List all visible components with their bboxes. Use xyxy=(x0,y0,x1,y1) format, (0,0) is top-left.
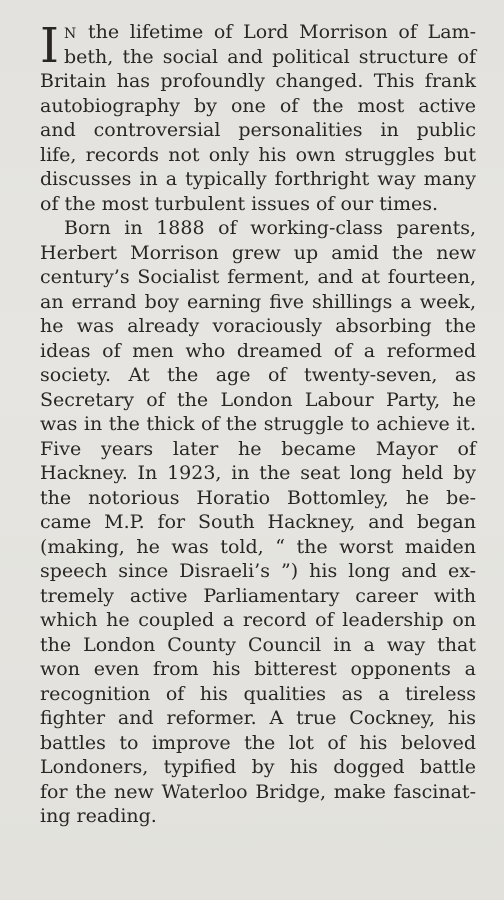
paragraph-2-line: speech since Disraeli’s ”) his long and ex- xyxy=(40,560,476,582)
paragraph-2-line: Born in 1888 of working-class parents, xyxy=(64,217,476,239)
drop-cap: I xyxy=(40,18,59,74)
small-caps-n: N xyxy=(64,26,78,42)
paragraph-2-line: the notorious Horatio Bottomley, he be- xyxy=(40,486,476,509)
paragraph-2-line: Five years later he became Mayor of xyxy=(40,437,476,460)
paragraph-2-line: (making, he was told, “ the worst maiden xyxy=(40,535,476,558)
paragraph-2-line: ideas of men who dreamed of a reformed xyxy=(40,339,476,362)
paragraph-2-line: fighter and reformer. A true Cockney, his xyxy=(40,707,476,729)
paragraph-2-line: he was already voraciously absorbing the xyxy=(40,315,476,337)
paragraph-2-line: came M.P. for South Hackney, and began xyxy=(40,511,476,533)
paragraph-2-line: was in the thick of the struggle to achieve it. xyxy=(40,413,476,435)
paragraph-2-line: the London County Council in a way that xyxy=(40,633,476,656)
paragraph-1-line: of the most turbulent issues of our times. xyxy=(40,192,439,215)
paragraph-2-line: won even from his bitterest opponents a xyxy=(40,658,476,680)
paragraph-2 xyxy=(40,216,476,829)
paragraph-2-line: Secretary of the London Labour Party, he xyxy=(40,388,476,411)
paragraph-2-line: society. At the age of twenty-seven, as xyxy=(40,364,476,386)
paragraph-2-line: Londoners, typified by his dogged battle xyxy=(40,756,476,778)
paragraph-2-line: for the new Waterloo Bridge, make fascinat- xyxy=(40,780,476,803)
paragraph-1-line: Britain has profoundly changed. This frank xyxy=(40,70,476,92)
paragraph-1 xyxy=(40,20,476,216)
paragraph-1-line xyxy=(40,20,476,45)
paragraph-2-line: recognition of his qualities as a tireless xyxy=(40,682,476,705)
paragraph-1-line: discusses in a typically forthright way many xyxy=(40,168,476,190)
paragraph-2-line: an errand boy earning five shillings a week, xyxy=(40,290,476,313)
paragraph-2-line: ing reading. xyxy=(40,805,157,827)
paragraph-2-line: Herbert Morrison grew up amid the new xyxy=(40,241,476,264)
paragraph-1-line: autobiography by one of the most active xyxy=(40,94,476,117)
paragraph-2-line: tremely active Parliamentary career with xyxy=(40,584,476,607)
paragraph-1-line: life, records not only his own struggles but xyxy=(40,143,476,166)
paragraph-2-line: which he coupled a record of leadership on xyxy=(40,609,476,631)
paragraph-2-line: battles to improve the lot of his beloved xyxy=(40,731,476,754)
line-rest: the lifetime of Lord Morrison of Lam- xyxy=(77,21,476,43)
paragraph-1-line: beth, the social and political structure of xyxy=(64,45,476,68)
paragraph-2-line: century’s Socialist ferment, and at fourteen, xyxy=(40,266,476,288)
paragraph-1-line: and controversial personalities in public xyxy=(40,119,476,141)
blurb-text xyxy=(40,20,476,829)
paragraph-2-line: Hackney. In 1923, in the seat long held by xyxy=(40,462,476,484)
